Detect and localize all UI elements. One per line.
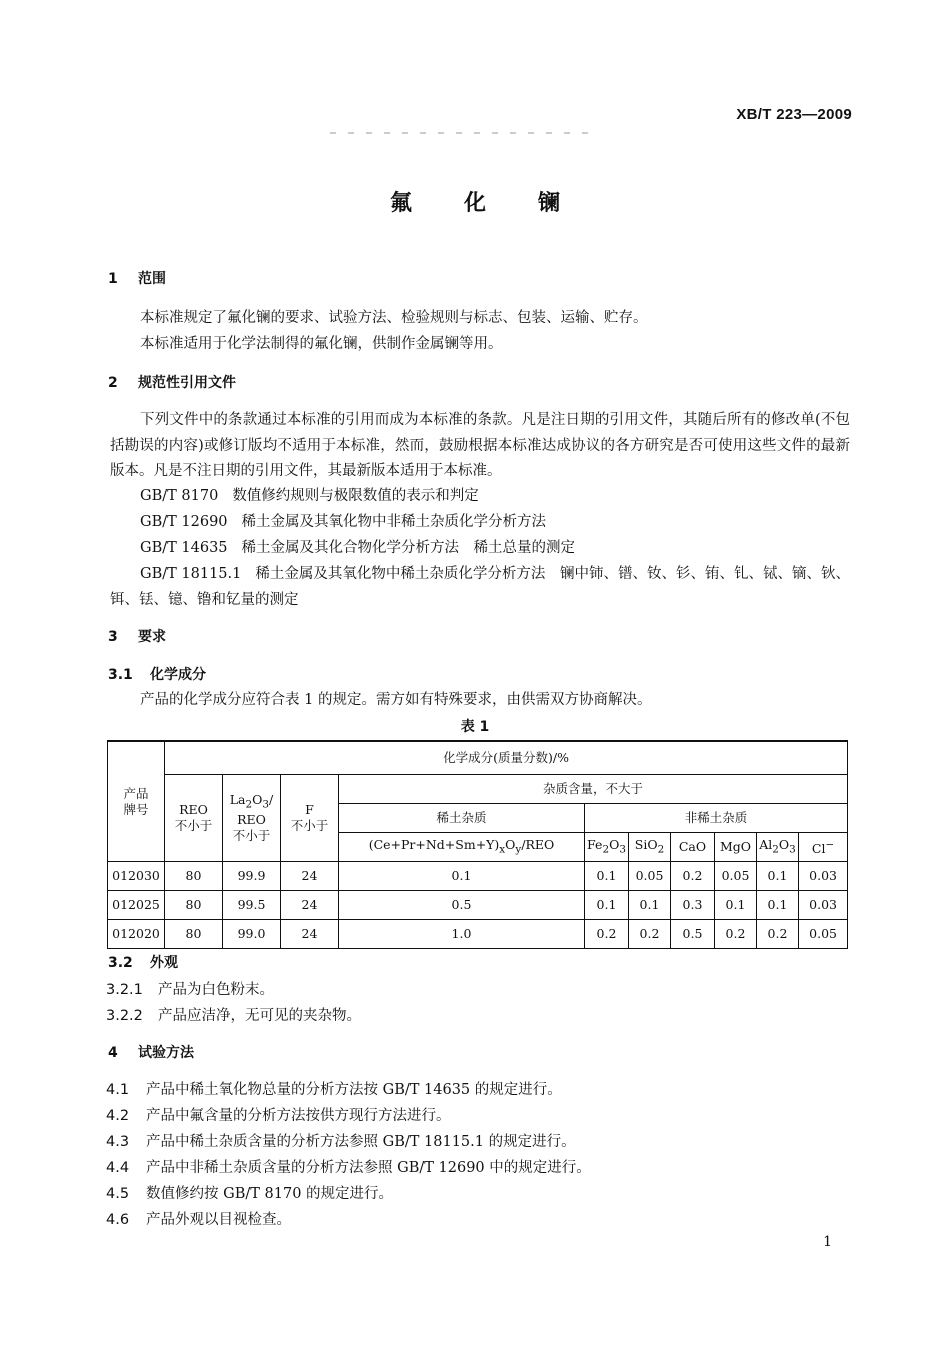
mgo-header: MgO [715, 833, 757, 862]
formula-superscript: − [825, 838, 835, 851]
clause-item [106, 1182, 393, 1203]
section-title: 范围 [138, 271, 166, 287]
table-row [108, 920, 848, 949]
section-title: 要求 [138, 629, 166, 645]
formula-subscript: 2 [245, 798, 253, 811]
composition-group-header: 化学成分(质量分数)/% [165, 741, 848, 775]
formula-part: SiO [634, 836, 658, 852]
table-cell: 99.9 [223, 862, 281, 891]
table-row [108, 891, 848, 920]
clause-text: 产品中稀土杂质含量的分析方法参照 GB/T 18115.1 的规定进行。 [146, 1134, 576, 1150]
clause-text: 产品应洁净，无可见的夹杂物。 [158, 1008, 361, 1024]
formula-subscript: 2 [657, 843, 665, 856]
table-cell: 012025 [108, 891, 165, 920]
section-4-heading [108, 1042, 194, 1062]
cl-header [799, 833, 848, 862]
scan-artifact-line [330, 132, 590, 134]
formula-subscript: 3 [789, 843, 796, 856]
formula-part: / [269, 791, 274, 807]
table-cell: 0.1 [339, 862, 585, 891]
table-cell: 0.2 [715, 920, 757, 949]
table-cell: 80 [165, 862, 223, 891]
re-formula-header [339, 833, 585, 862]
clause-text: 产品外观以目视检查。 [146, 1212, 291, 1228]
reference-title: 稀土金属及其氧化物中稀土杂质化学分析方法 镧中铈、镨、钕、钐、铕、钆、铽、镝、钬、铒、铥、镱、镥和钇量的测定 [110, 566, 850, 608]
formula-part: O [252, 791, 263, 807]
table-cell: 0.1 [585, 862, 629, 891]
table-cell: 0.05 [799, 920, 848, 949]
header-text: 不小于 [290, 818, 329, 833]
header-text: 不小于 [174, 818, 213, 833]
clause-text: 数值修约按 GB/T 8170 的规定进行。 [146, 1186, 394, 1202]
header-text: F [305, 802, 314, 817]
cao-header: CaO [671, 833, 715, 862]
formula-part: O [609, 836, 620, 852]
fluorine-header [281, 775, 339, 862]
formula-part: Al [759, 836, 773, 852]
table-cell: 0.05 [629, 862, 671, 891]
section-number: 3.2 [108, 955, 133, 971]
sio2-header [629, 833, 671, 862]
clause-number: 4.3 [106, 1134, 130, 1150]
table-cell: 0.3 [671, 891, 715, 920]
header-text: REO [179, 802, 208, 817]
header-text: 不小于 [232, 828, 271, 844]
formula-part: (Ce+Pr+Nd+Sm+Y) [368, 836, 500, 852]
table-cell: 80 [165, 891, 223, 920]
normative-reference [140, 536, 575, 562]
section-number: 1 [108, 271, 118, 287]
formula-subscript: 2 [602, 843, 610, 856]
paragraph: 产品的化学成分应符合表 1 的规定。需方如有特殊要求，由供需双方协商解决。 [140, 692, 652, 708]
table-cell: 0.2 [585, 920, 629, 949]
rare-earth-impurity-header: 稀土杂质 [339, 804, 585, 833]
table-cell: 0.1 [757, 862, 799, 891]
table-cell: 0.1 [715, 891, 757, 920]
table-cell: 0.03 [799, 891, 848, 920]
section-number: 3 [108, 629, 118, 645]
clause-number: 4.6 [106, 1212, 130, 1228]
table-cell: 0.2 [671, 862, 715, 891]
table-cell: 0.5 [339, 891, 585, 920]
header-text: REO [237, 812, 266, 828]
table-cell: 0.2 [629, 920, 671, 949]
table-cell: 0.1 [629, 891, 671, 920]
non-rare-earth-impurity-header: 非稀土杂质 [585, 804, 848, 833]
al2o3-header [757, 833, 799, 862]
table-cell: 0.05 [715, 862, 757, 891]
impurity-header: 杂质含量，不大于 [339, 775, 848, 804]
clause-number: 4.1 [106, 1082, 130, 1098]
clause-number: 3.2.1 [106, 982, 143, 998]
clause-text: 产品中稀土氧化物总量的分析方法按 GB/T 14635 的规定进行。 [146, 1082, 562, 1098]
clause-number: 3.2.2 [106, 1008, 143, 1024]
header-text: 产品 [123, 785, 149, 801]
clause-number: 4.4 [106, 1160, 130, 1176]
clause-number: 4.2 [106, 1108, 130, 1124]
section-title: 试验方法 [138, 1045, 194, 1061]
clause-item [106, 1156, 591, 1177]
reference-code: GB/T 12690 [140, 514, 228, 530]
table-cell: 99.5 [223, 891, 281, 920]
reference-code: GB/T 18115.1 [140, 566, 242, 582]
table-cell: 80 [165, 920, 223, 949]
formula-part: /REO [521, 836, 555, 852]
section-3-heading [108, 626, 166, 646]
clause-item [106, 1104, 451, 1125]
clause-number: 4.5 [106, 1186, 130, 1202]
formula-part: O [505, 836, 516, 852]
table-cell: 0.2 [757, 920, 799, 949]
formula-subscript: x [499, 843, 506, 856]
formula-subscript: 3 [619, 843, 626, 856]
section-title: 化学成分 [150, 667, 206, 683]
formula-subscript: y [515, 843, 522, 856]
section-1-heading [108, 268, 166, 288]
formula-part: O [778, 836, 790, 852]
section-title: 规范性引用文件 [138, 375, 236, 391]
table-cell: 24 [281, 891, 339, 920]
normative-reference [110, 562, 850, 613]
clause-text: 产品中氟含量的分析方法按供方现行方法进行。 [146, 1108, 451, 1124]
table-cell: 0.03 [799, 862, 848, 891]
section-number: 2 [108, 375, 118, 391]
formula-subscript: 2 [772, 843, 779, 856]
fe2o3-header [585, 833, 629, 862]
formula-subscript: 3 [262, 798, 270, 811]
standard-code: XB/T 223—2009 [736, 106, 852, 123]
table-cell: 0.1 [585, 891, 629, 920]
reference-title: 稀土金属及其氧化物中非稀土杂质化学分析方法 [241, 514, 547, 530]
formula-part: Cl [811, 841, 826, 857]
clause-item [106, 978, 274, 999]
table-cell: 99.0 [223, 920, 281, 949]
table-row [108, 862, 848, 891]
la2o3-reo-header [223, 775, 281, 862]
reference-code: GB/T 14635 [140, 540, 228, 556]
page-number: 1 [823, 1234, 832, 1250]
formula-part: Fe [587, 836, 603, 852]
chemical-composition-table [107, 740, 848, 949]
table-cell: 0.5 [671, 920, 715, 949]
clause-text: 产品为白色粉末。 [158, 982, 274, 998]
section-title: 外观 [150, 955, 178, 971]
clause-text: 产品中非稀土杂质含量的分析方法参照 GB/T 12690 中的规定进行。 [146, 1160, 591, 1176]
paragraph: 本标准适用于化学法制得的氟化镧，供制作金属镧等用。 [140, 336, 503, 352]
reo-header [165, 775, 223, 862]
normative-reference [140, 484, 479, 510]
reference-code: GB/T 8170 [140, 488, 219, 504]
clause-item [106, 1208, 291, 1229]
reference-title: 稀土金属及其化合物化学分析方法 稀土总量的测定 [241, 540, 576, 556]
clause-item [106, 1004, 361, 1025]
section-3-2-heading [108, 952, 178, 972]
clause-item [106, 1130, 576, 1151]
table-cell: 012020 [108, 920, 165, 949]
section-number: 3.1 [108, 667, 133, 683]
document-title: 氟化镧 [389, 190, 612, 216]
table-caption: 表 1 [460, 719, 490, 735]
product-grade-header [108, 741, 165, 862]
reference-title: 数值修约规则与极限数值的表示和判定 [232, 488, 479, 504]
table-cell: 24 [281, 862, 339, 891]
section-2-intro: 下列文件中的条款通过本标准的引用而成为本标准的条款。凡是注日期的引用文件，其随后所有的修改单(不包括勘误的内容)或修订版均不适用于本标准，然而，鼓励根据本标准达成协议的各方研究是否可使用这些文件的最新版本。凡是不注日期的引用文件，其最新版本适用于本标准。 [110, 412, 850, 479]
formula-part: La [229, 791, 246, 807]
table-cell: 1.0 [339, 920, 585, 949]
paragraph: 本标准规定了氟化镧的要求、试验方法、检验规则与标志、包装、运输、贮存。 [140, 310, 648, 326]
table-cell: 24 [281, 920, 339, 949]
section-number: 4 [108, 1045, 118, 1061]
section-2-heading [108, 372, 236, 392]
table-cell: 012030 [108, 862, 165, 891]
clause-item [106, 1078, 562, 1099]
normative-reference [140, 510, 546, 536]
header-text: 牌号 [123, 801, 149, 817]
section-3-1-heading [108, 664, 206, 684]
table-cell: 0.1 [757, 891, 799, 920]
